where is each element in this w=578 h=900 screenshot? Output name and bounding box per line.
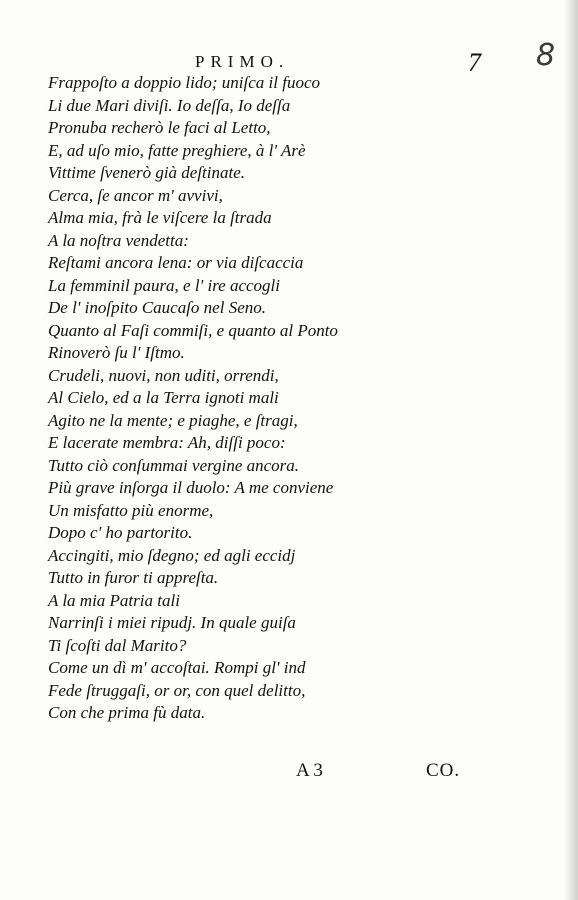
verse-line: Crudeli, nuovi, non uditi, orrendi, [48,365,279,385]
verse-line: Vittime ſvenerò già deſtinate. [48,163,246,182]
verse-line: Frappoſto a doppio lido; uniſca il fuoco [48,73,320,92]
verse-line: E lacerate membra: Ah, diſſi poco: [48,433,286,452]
verse-line: Come un dì m' accoſtai. Rompi gl' ind [48,658,306,677]
verse-line: E, ad uſo mio, fatte preghiere, à l' Arè [48,140,306,160]
verse-line: Tutto in furor ti appreſta. [48,568,219,587]
verse-line: Al Cielo, ed a la Terra ignoti mali [48,388,279,407]
signature-mark: A 3 [296,760,323,781]
verse-line: Reſtami ancora lena: or via diſcaccia [48,253,304,272]
verse-line: Agito ne la mente; e piaghe, e ſtragi, [48,410,298,430]
verse-line: Pronuba recherò le faci al Letto, [48,118,271,137]
verse-line: A la mia Patria tali [48,590,180,610]
page-number: 7 [468,48,481,77]
verse-line: Li due Mari diviſi. Io deſſa, Io deſſa [48,95,291,115]
verse-block [48,72,448,725]
verse-line: Un misfatto più enorme, [48,500,214,520]
verse-line: Narrinſi i miei ripudj. In quale guiſa [48,613,296,632]
verse-line: Quanto al Faſi commiſi, e quanto al Ponto [48,320,338,340]
verse-line: Dopo c' ho partorito. [48,523,193,542]
running-title: PRIMO. [195,52,290,71]
verse-line: Fede ſtruggaſi, or or, con quel delitto, [48,680,306,700]
verse-line: Con che prima fù data. [48,703,206,722]
pencil-folio-number: 8 [536,38,556,73]
verse-line: De l' inoſpito Caucaſo nel Seno. [48,298,266,317]
verse-line: Ti ſcoſti dal Marito? [48,635,187,655]
verse-line: Cerca, ſe ancor m' avvivi, [48,185,223,205]
verse-line: Tutto ciò conſummai vergine ancora. [48,455,300,475]
verse-line: A la noſtra vendetta: [48,230,189,250]
page-edge-shadow [564,0,578,900]
verse-line: La femminil paura, e l' ire accogli [48,275,281,295]
verse-line: Più grave inſorga il duolo: A me conviene [48,478,334,497]
verse-line: Alma mia, frà le viſcere la ſtrada [48,208,272,227]
catchword: CO. [426,760,461,781]
verse-line: Rinoverò ſu l' Iſtmo. [48,343,185,362]
verse-line: Accingiti, mio ſdegno; ed agli eccidj [48,545,296,565]
